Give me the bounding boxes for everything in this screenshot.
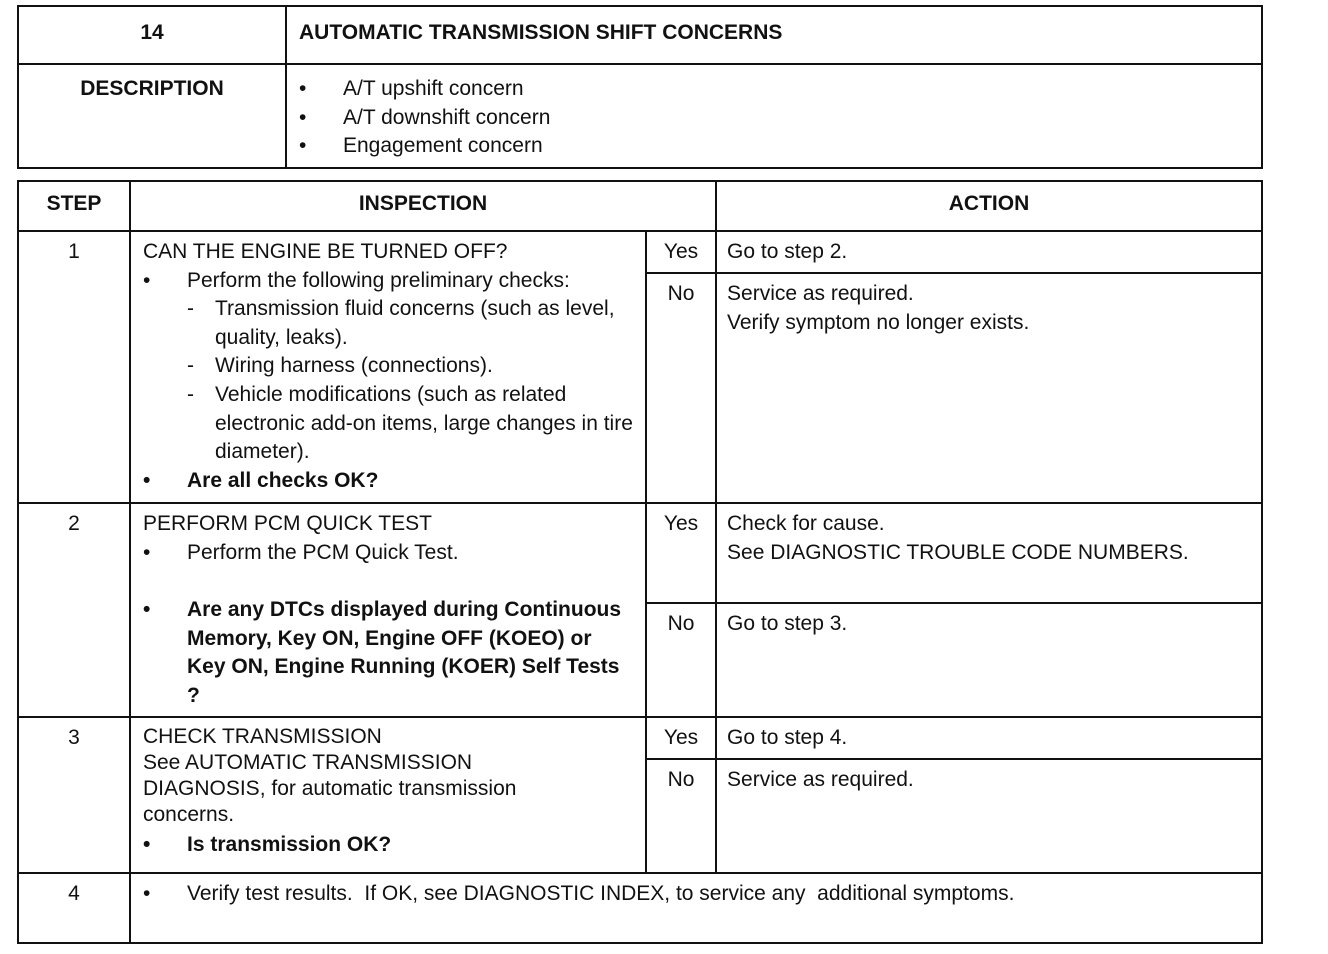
step-number: 3 [18, 717, 130, 873]
step-text: • Verify test results. If OK, see DIAGNOSTIC INDEX, to service any additional symptoms. [143, 880, 1251, 909]
description-item: • A/T downshift concern [287, 104, 1261, 133]
description-cell [286, 64, 1262, 168]
step-inspection [130, 717, 646, 873]
step-inspection [130, 503, 646, 717]
dash-text: - Wiring harness (connections). [143, 352, 635, 381]
column-header-row [18, 181, 1262, 231]
no-action: Go to step 3. [716, 603, 1262, 717]
header-table [17, 5, 1263, 169]
action-line: Check for cause. [727, 512, 885, 535]
step-text: See AUTOMATIC TRANSMISSION DIAGNOSIS, for automatic transmission concerns. [143, 751, 517, 826]
section-title: AUTOMATIC TRANSMISSION SHIFT CONCERNS [286, 6, 1262, 64]
step-number: 1 [18, 231, 130, 503]
no-action: Service as required. [716, 759, 1262, 873]
action-line: Service as required. [727, 282, 914, 305]
yes-label: Yes [646, 503, 716, 603]
dash-text: - Vehicle modifications (such as related electronic add-on items, large changes in tire diameter). [143, 381, 635, 467]
no-label: No [646, 603, 716, 717]
step-question: • Are any DTCs displayed during Continuous Memory, Key ON, Engine OFF (KOEO) or Key ON, Engine Running (KOER) Self Tests ? [143, 596, 635, 710]
section-number: 14 [18, 6, 286, 64]
yes-action: Go to step 2. [716, 231, 1262, 273]
yes-label: Yes [646, 231, 716, 273]
description-list [287, 75, 1261, 167]
action-line: See DIAGNOSTIC TROUBLE CODE NUMBERS. [727, 540, 1189, 564]
step-title: PERFORM PCM QUICK TEST [143, 512, 432, 535]
inspection-column-header: INSPECTION [130, 181, 716, 231]
yes-action [716, 503, 1262, 603]
description-item: • A/T upshift concern [287, 75, 1261, 104]
step-4-row [18, 873, 1262, 943]
step-2-yes-row [18, 503, 1262, 603]
step-number: 2 [18, 503, 130, 717]
step-question: • Is transmission OK? [143, 832, 635, 858]
step-inspection [130, 231, 646, 503]
step-title: CAN THE ENGINE BE TURNED OFF? [143, 240, 508, 263]
bullet-text: • Perform the PCM Quick Test. [143, 539, 635, 568]
no-label: No [646, 759, 716, 873]
step-inspection [130, 873, 1262, 943]
step-question: • Are all checks OK? [143, 467, 635, 496]
no-action [716, 273, 1262, 503]
bullet-text: • Perform the following preliminary checks: [143, 267, 635, 296]
no-label: No [646, 273, 716, 503]
step-column-header: STEP [18, 181, 130, 231]
description-item: • Engagement concern [287, 132, 1261, 161]
step-number: 4 [18, 873, 130, 943]
step-1-yes-row [18, 231, 1262, 273]
diagnostic-table [17, 180, 1263, 944]
action-column-header: ACTION [716, 181, 1262, 231]
step-3-yes-row [18, 717, 1262, 759]
yes-label: Yes [646, 717, 716, 759]
description-label: DESCRIPTION [18, 64, 286, 168]
dash-text: - Transmission fluid concerns (such as level, quality, leaks). [143, 295, 635, 352]
header-row [18, 6, 1262, 64]
yes-action: Go to step 4. [716, 717, 1262, 759]
step-title: CHECK TRANSMISSION [143, 725, 382, 748]
action-line: Verify symptom no longer exists. [727, 310, 1030, 334]
description-row [18, 64, 1262, 168]
